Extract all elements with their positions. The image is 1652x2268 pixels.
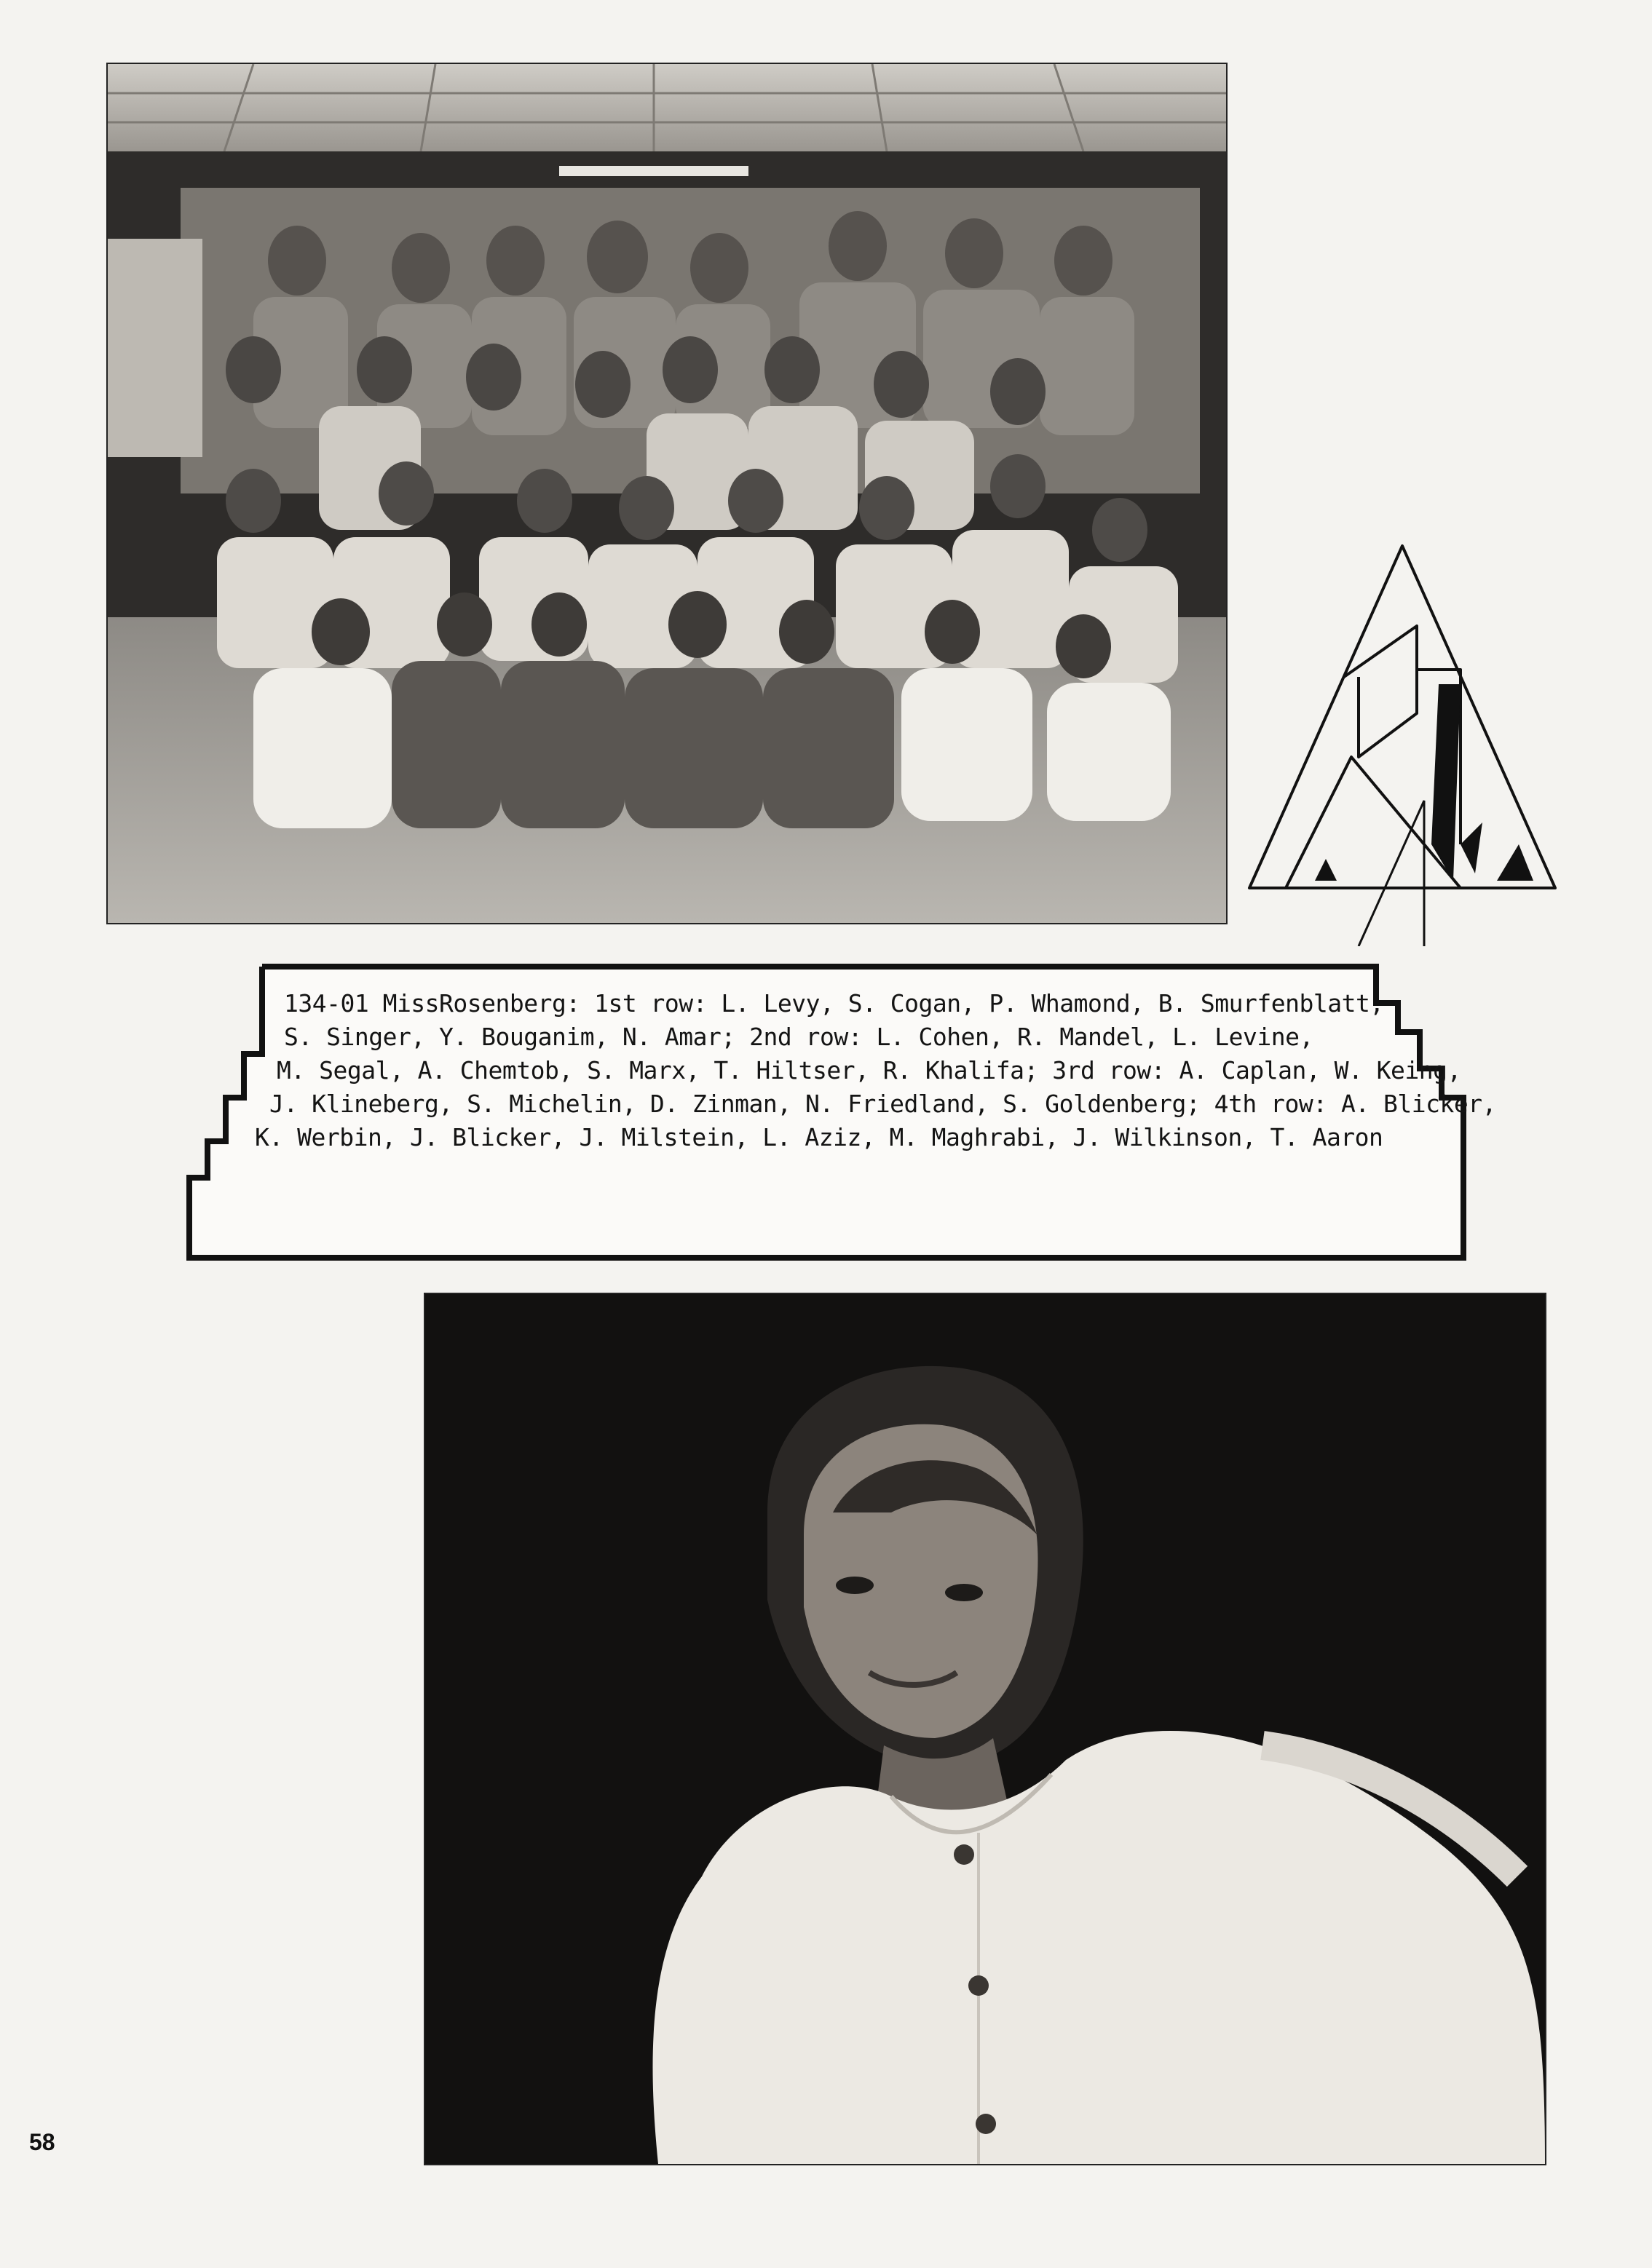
class-group-photo: [106, 63, 1228, 924]
caption-line: K. Werbin, J. Blicker, J. Milstein, L. Aziz, M. Maghrabi, J. Wilkinson, T. Aaron: [255, 1123, 1383, 1151]
class-group-photo-illustration: [108, 64, 1226, 923]
class-caption: [255, 987, 1496, 1154]
page-number: 58: [29, 2129, 55, 2155]
caption-line: 134-01 MissRosenberg: 1st row: L. Levy, S. Cogan, P. Whamond, B. Smurfenblatt,: [284, 989, 1384, 1018]
caption-line: J. Klineberg, S. Michelin, D. Zinman, N. Friedland, S. Goldenberg; 4th row: A. Blicker,: [269, 1090, 1496, 1118]
teacher-portrait-photo: [424, 1293, 1546, 2165]
teacher-portrait-illustration: [425, 1294, 1545, 2164]
caption-line: M. Segal, A. Chemtob, S. Marx, T. Hiltser, R. Khalifa; 3rd row: A. Caplan, W. Keing,: [277, 1056, 1461, 1085]
caption-box: [175, 959, 1496, 1265]
yearbook-triangle-logo: [1242, 539, 1562, 946]
caption-line: S. Singer, Y. Bouganim, N. Amar; 2nd row: L. Cohen, R. Mandel, L. Levine,: [284, 1023, 1313, 1051]
